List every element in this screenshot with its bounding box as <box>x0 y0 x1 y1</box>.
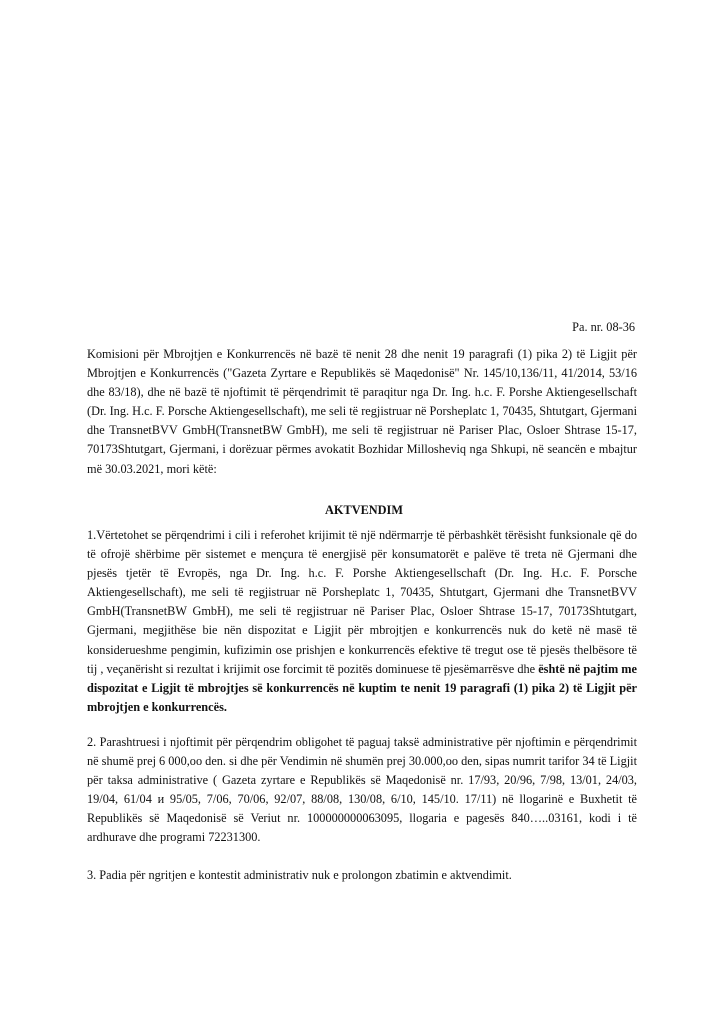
reference-number: Pa. nr. 08-36 <box>572 320 635 334</box>
decision-heading <box>0 501 724 520</box>
point-1-text: 1.Vërtetohet se përqendrimi i cili i referohet krijimit të një ndërmarrje të përbashkët tërësisht funksionale që do të ofrojë shërbime për sistemet e mençura të energjisë për konsumatorët e palëve të treta në Gjermani dhe pjesës tjetër të Evropës, nga Dr. Ing. h.c. F. Porshe Aktiengesellschaft (Dr. Ing. H.c. F. Porsche Aktiengesellschaft), me seli të regjistruar në Porsheplatc 1, 70435, Shtutgart, Gjermani dhe TransnetBVV GmbH(TransnetBW GmbH), me seli të regjistruar në Pariser Plac, Osloer Shtrase 15-17, 70173Shtutgart, Gjermani, megjithëse bie nën dispozitat e Ligjit për mbrojtjen e konkurrencës nuk do ketë në masë të konsiderueshme pengimin, kufizimin ose prishjen e konkurrencës efektive të tregut ose të pjesës thelbësore të tij , veçanërisht si rezultat i krijimit ose forcimit të pozitës dominuese të pjesëmarrësve dhe <box>87 528 637 676</box>
point-1-paragraph <box>87 526 637 717</box>
intro-paragraph: Komisioni për Mbrojtjen e Konkurrencës në bazë të nenit 28 dhe nenit 19 paragrafi (1) pika 2) të Ligjit për Mbrojtjen e Konkurrencës ("Gazeta Zyrtare e Republikës së Maqedonisë" Nr. 145/10,136/11, 41/2014, 53/16 dhe 83/18), dhe në bazë të njoftimit të përqendrimit të paraqitur nga Dr. Ing. h.c. F. Porshe Aktiengesellschaft (Dr. Ing. H.c. F. Porsche Aktiengesellschaft), me seli të regjistruar në Porsheplatc 1, 70435, Shtutgart, Gjermani dhe TransnetBVV GmbH(TransnetBW GmbH), me seli të regjistruar në Pariser Plac, Osloer Shtrase 15-17, 70173Shtutgart, Gjermani, i dorëzuar përmes avokatit Bozhidar Milloshеviq nga Shkupi, në seancën e mbajtur më 30.03.2021, mori këtë: <box>87 347 637 476</box>
point-3-paragraph: 3. Padia për ngritjen e kontestit administrativ nuk e prolongon zbatimin e aktvendimit. <box>87 868 512 882</box>
point-1-bold-text: është në pajtim me dispozitat e Ligjit të mbrojtjes së konkurrencës në kuptim te nenit 19 paragrafi (1) pika 2) të Ligjit për mbrojtjen e konkurrencës. <box>87 661 637 714</box>
point-2-paragraph: 2. Parashtruesi i njoftimit për përqendrim obligohet të paguaj taksë administrative për njoftimin e përqendrimit në shumë prej 6 000,oo den. si dhe për Vendimin në shumën prej 30.000,oo den, sipas numrit tarifor 34 të Ligjit për taksa administrative ( Gazeta zyrtare e Republikës së Maqedonisë nr. 17/93, 20/96, 7/98, 13/01, 24/03, 19/04, 61/04 и 95/05, 7/06, 70/06, 92/07, 88/08, 130/08, 6/10, 145/10. 17/11) në llogarinë e Buxhetit të Republikës së Maqedonisë së Veriut nr. 100000000063095, llogaria e pagesës 840…..03161, kodi i të ardhurave dhe programi 72231300. <box>87 735 637 845</box>
decision-heading-text: AKTVENDIM <box>325 503 403 517</box>
